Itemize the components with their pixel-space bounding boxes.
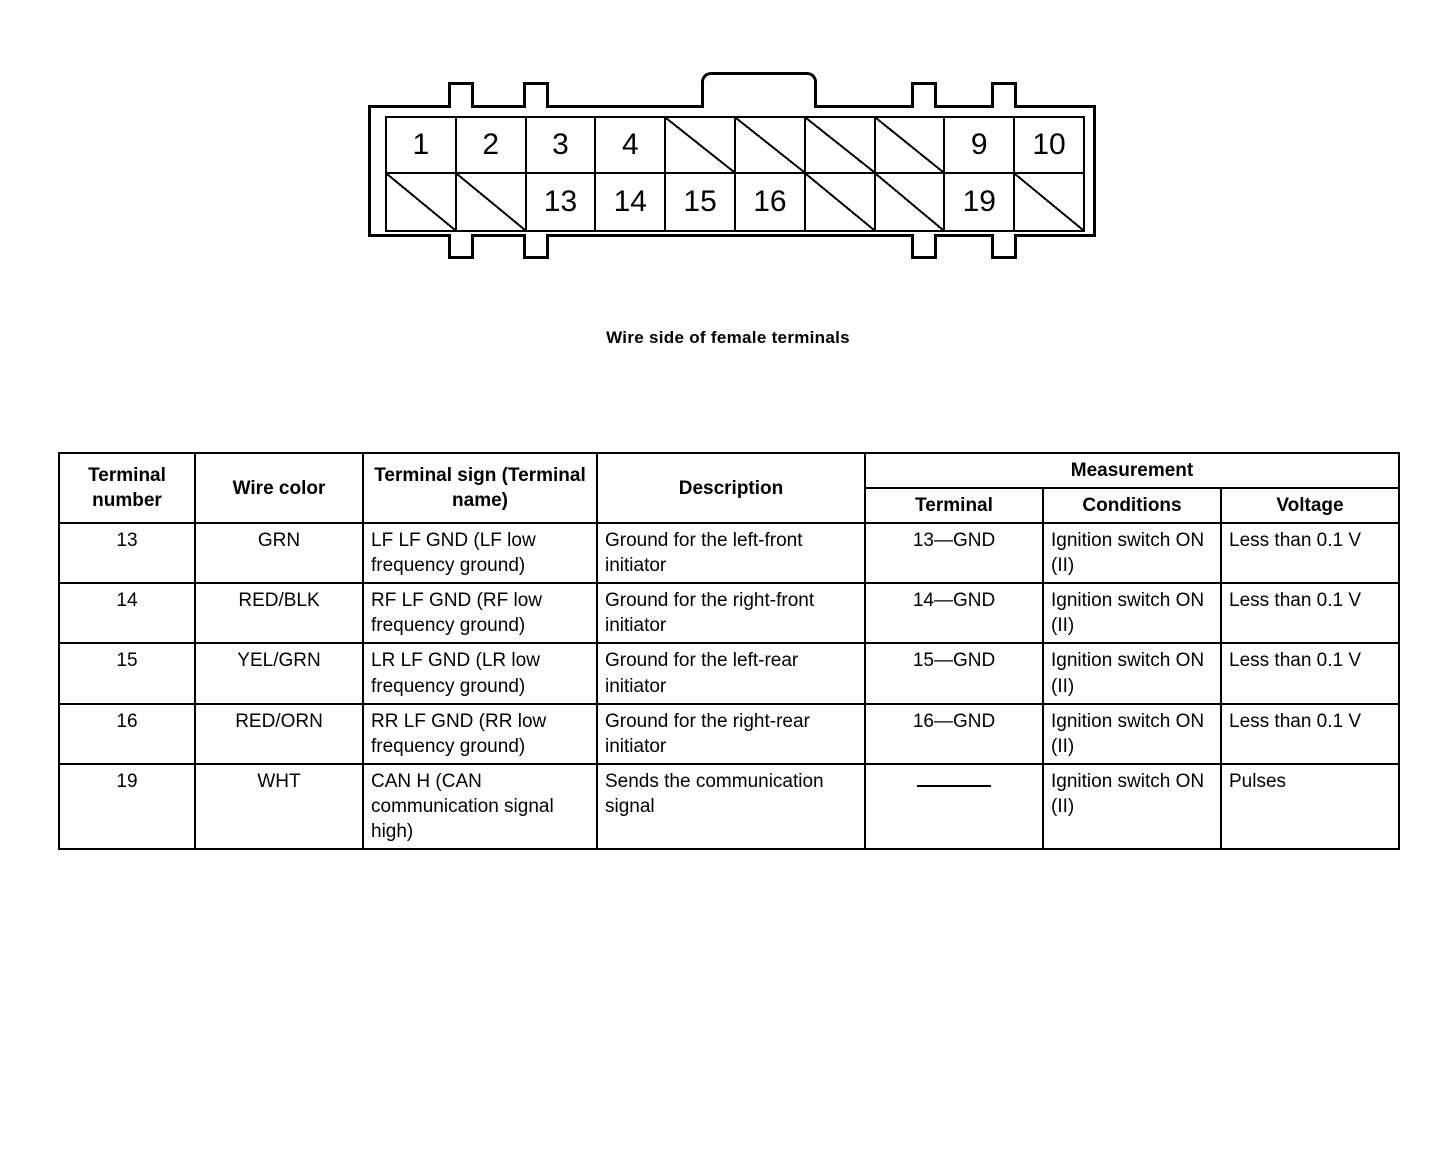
cell-description: Ground for the right-front initiator: [597, 583, 865, 643]
table-row: [59, 764, 1399, 849]
table-row: [59, 583, 1399, 643]
terminal-cell-11-empty: [387, 174, 457, 230]
cell-terminal-number: 16: [59, 704, 195, 764]
table-row: [59, 704, 1399, 764]
terminal-cell-18-empty: [876, 174, 946, 230]
cell-measurement-terminal: 15—GND: [865, 643, 1043, 703]
terminal-cell-15: 15: [666, 174, 736, 230]
table-header-row-1: [59, 453, 1399, 488]
tab-seam-cover-top-4: [994, 103, 1014, 109]
cell-voltage: Less than 0.1 V: [1221, 523, 1399, 583]
cell-terminal-sign: LR LF GND (LR low frequency ground): [363, 643, 597, 703]
terminal-cell-7-empty: [806, 118, 876, 174]
cell-measurement-terminal: 13—GND: [865, 523, 1043, 583]
terminal-cell-1: 1: [387, 118, 457, 174]
cell-wire-color: RED/ORN: [195, 704, 363, 764]
cell-wire-color: WHT: [195, 764, 363, 849]
connector-row-bottom: [387, 174, 1083, 230]
cell-wire-color: GRN: [195, 523, 363, 583]
header-description: Description: [597, 453, 865, 523]
header-voltage: Voltage: [1221, 488, 1399, 523]
cell-voltage: Less than 0.1 V: [1221, 643, 1399, 703]
terminal-cell-14: 14: [596, 174, 666, 230]
terminal-cell-16: 16: [736, 174, 806, 230]
terminal-cell-17-empty: [806, 174, 876, 230]
tab-seam-cover-top-3: [914, 103, 934, 109]
terminal-cell-8-empty: [876, 118, 946, 174]
header-terminal-number: Terminal number: [59, 453, 195, 523]
connector-shell: [368, 105, 1096, 237]
tab-seam-cover-bottom-1: [451, 232, 471, 238]
cell-wire-color: YEL/GRN: [195, 643, 363, 703]
terminal-cell-9: 9: [945, 118, 1015, 174]
connector-terminal-grid: [385, 116, 1085, 232]
terminal-cell-6-empty: [736, 118, 806, 174]
cell-measurement-terminal: 14—GND: [865, 583, 1043, 643]
table-row: [59, 643, 1399, 703]
cell-conditions: Ignition switch ON (II): [1043, 523, 1221, 583]
cell-conditions: Ignition switch ON (II): [1043, 583, 1221, 643]
cell-voltage: Pulses: [1221, 764, 1399, 849]
cell-terminal-sign: RF LF GND (RF low frequency ground): [363, 583, 597, 643]
tab-seam-cover-top-1: [451, 103, 471, 109]
cell-measurement-terminal: 16—GND: [865, 704, 1043, 764]
header-conditions: Conditions: [1043, 488, 1221, 523]
cell-terminal-number: 19: [59, 764, 195, 849]
terminal-cell-13: 13: [527, 174, 597, 230]
terminal-cell-19: 19: [945, 174, 1015, 230]
cell-voltage: Less than 0.1 V: [1221, 704, 1399, 764]
connector-diagram: [360, 60, 1100, 280]
cell-terminal-sign: RR LF GND (RR low frequency ground): [363, 704, 597, 764]
tab-seam-cover-top-2: [526, 103, 546, 109]
cell-terminal-number: 13: [59, 523, 195, 583]
header-measurement: Measurement: [865, 453, 1399, 488]
connector-row-top: [387, 118, 1083, 174]
header-wire-color: Wire color: [195, 453, 363, 523]
terminal-spec-table: [58, 452, 1400, 850]
terminal-cell-10: 10: [1015, 118, 1083, 174]
terminal-cell-5-empty: [666, 118, 736, 174]
cell-measurement-terminal-none: [865, 764, 1043, 849]
cell-conditions: Ignition switch ON (II): [1043, 764, 1221, 849]
cell-wire-color: RED/BLK: [195, 583, 363, 643]
no-measurement-dash-icon: [917, 785, 991, 787]
cell-terminal-number: 14: [59, 583, 195, 643]
terminal-cell-12-empty: [457, 174, 527, 230]
cell-description: Ground for the right-rear initiator: [597, 704, 865, 764]
terminal-cell-3: 3: [527, 118, 597, 174]
latch-seam-cover: [704, 102, 814, 110]
cell-conditions: Ignition switch ON (II): [1043, 643, 1221, 703]
diagram-caption: Wire side of female terminals: [606, 328, 850, 347]
terminal-cell-4: 4: [596, 118, 666, 174]
terminal-cell-20-empty: [1015, 174, 1083, 230]
tab-seam-cover-bottom-3: [914, 232, 934, 238]
tab-seam-cover-bottom-2: [526, 232, 546, 238]
cell-description: Ground for the left-rear initiator: [597, 643, 865, 703]
tab-seam-cover-bottom-4: [994, 232, 1014, 238]
cell-terminal-sign: LF LF GND (LF low frequency ground): [363, 523, 597, 583]
cell-voltage: Less than 0.1 V: [1221, 583, 1399, 643]
cell-terminal-number: 15: [59, 643, 195, 703]
terminal-cell-2: 2: [457, 118, 527, 174]
cell-conditions: Ignition switch ON (II): [1043, 704, 1221, 764]
cell-description: Ground for the left-front initiator: [597, 523, 865, 583]
cell-description: Sends the communication signal: [597, 764, 865, 849]
table-row: [59, 523, 1399, 583]
cell-terminal-sign: CAN H (CAN communication signal high): [363, 764, 597, 849]
header-terminal: Terminal: [865, 488, 1043, 523]
header-terminal-sign: Terminal sign (Terminal name): [363, 453, 597, 523]
